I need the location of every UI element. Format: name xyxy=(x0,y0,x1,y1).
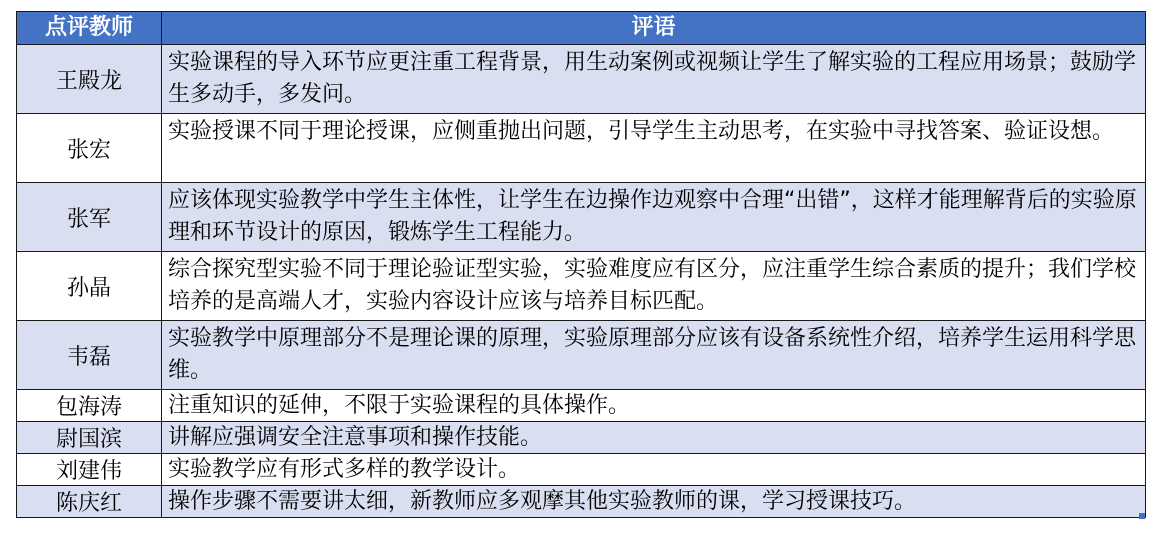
teacher-comment: 注重知识的延伸，不限于实验课程的具体操作。 xyxy=(162,390,1146,422)
teacher-comment: 操作步骤不需要讲太细，新教师应多观摩其他实验教师的课，学习授课技巧。 xyxy=(162,486,1146,518)
teacher-comment: 实验课程的导入环节应更注重工程背景，用生动案例或视频让学生了解实验的工程应用场景；鼓励学生多动手，多发问。 xyxy=(162,45,1146,114)
selection-handle[interactable] xyxy=(1139,513,1145,519)
teacher-name: 孙晶 xyxy=(17,252,162,321)
teacher-name: 陈庆红 xyxy=(17,486,162,518)
teacher-name: 王殿龙 xyxy=(17,45,162,114)
teacher-name: 韦磊 xyxy=(17,321,162,390)
table-row xyxy=(17,321,1146,390)
table-row xyxy=(17,454,1146,486)
table-row xyxy=(17,252,1146,321)
table-row xyxy=(17,183,1146,252)
teacher-comment: 讲解应强调安全注意事项和操作技能。 xyxy=(162,422,1146,454)
teacher-name: 尉国滨 xyxy=(17,422,162,454)
teacher-comment: 实验授课不同于理论授课，应侧重抛出问题，引导学生主动思考，在实验中寻找答案、验证设想。 xyxy=(162,114,1146,183)
header-comment: 评语 xyxy=(162,12,1146,45)
table-row xyxy=(17,45,1146,114)
table-row xyxy=(17,114,1146,183)
teacher-comment: 应该体现实验教学中学生主体性，让学生在边操作边观察中合理“出错”，这样才能理解背后的实验原理和环节设计的原因，锻炼学生工程能力。 xyxy=(162,183,1146,252)
teacher-comments-table xyxy=(16,11,1146,518)
table-row xyxy=(17,390,1146,422)
teacher-comment: 实验教学应有形式多样的教学设计。 xyxy=(162,454,1146,486)
teacher-name: 张军 xyxy=(17,183,162,252)
teacher-comment: 综合探究型实验不同于理论验证型实验，实验难度应有区分，应注重学生综合素质的提升；我们学校培养的是高端人才，实验内容设计应该与培养目标匹配。 xyxy=(162,252,1146,321)
header-teacher: 点评教师 xyxy=(17,12,162,45)
header-row xyxy=(17,12,1146,45)
teacher-comment: 实验教学中原理部分不是理论课的原理，实验原理部分应该有设备系统性介绍，培养学生运用科学思维。 xyxy=(162,321,1146,390)
table-row xyxy=(17,422,1146,454)
teacher-name: 包海涛 xyxy=(17,390,162,422)
table-row xyxy=(17,486,1146,518)
teacher-name: 张宏 xyxy=(17,114,162,183)
teacher-name: 刘建伟 xyxy=(17,454,162,486)
